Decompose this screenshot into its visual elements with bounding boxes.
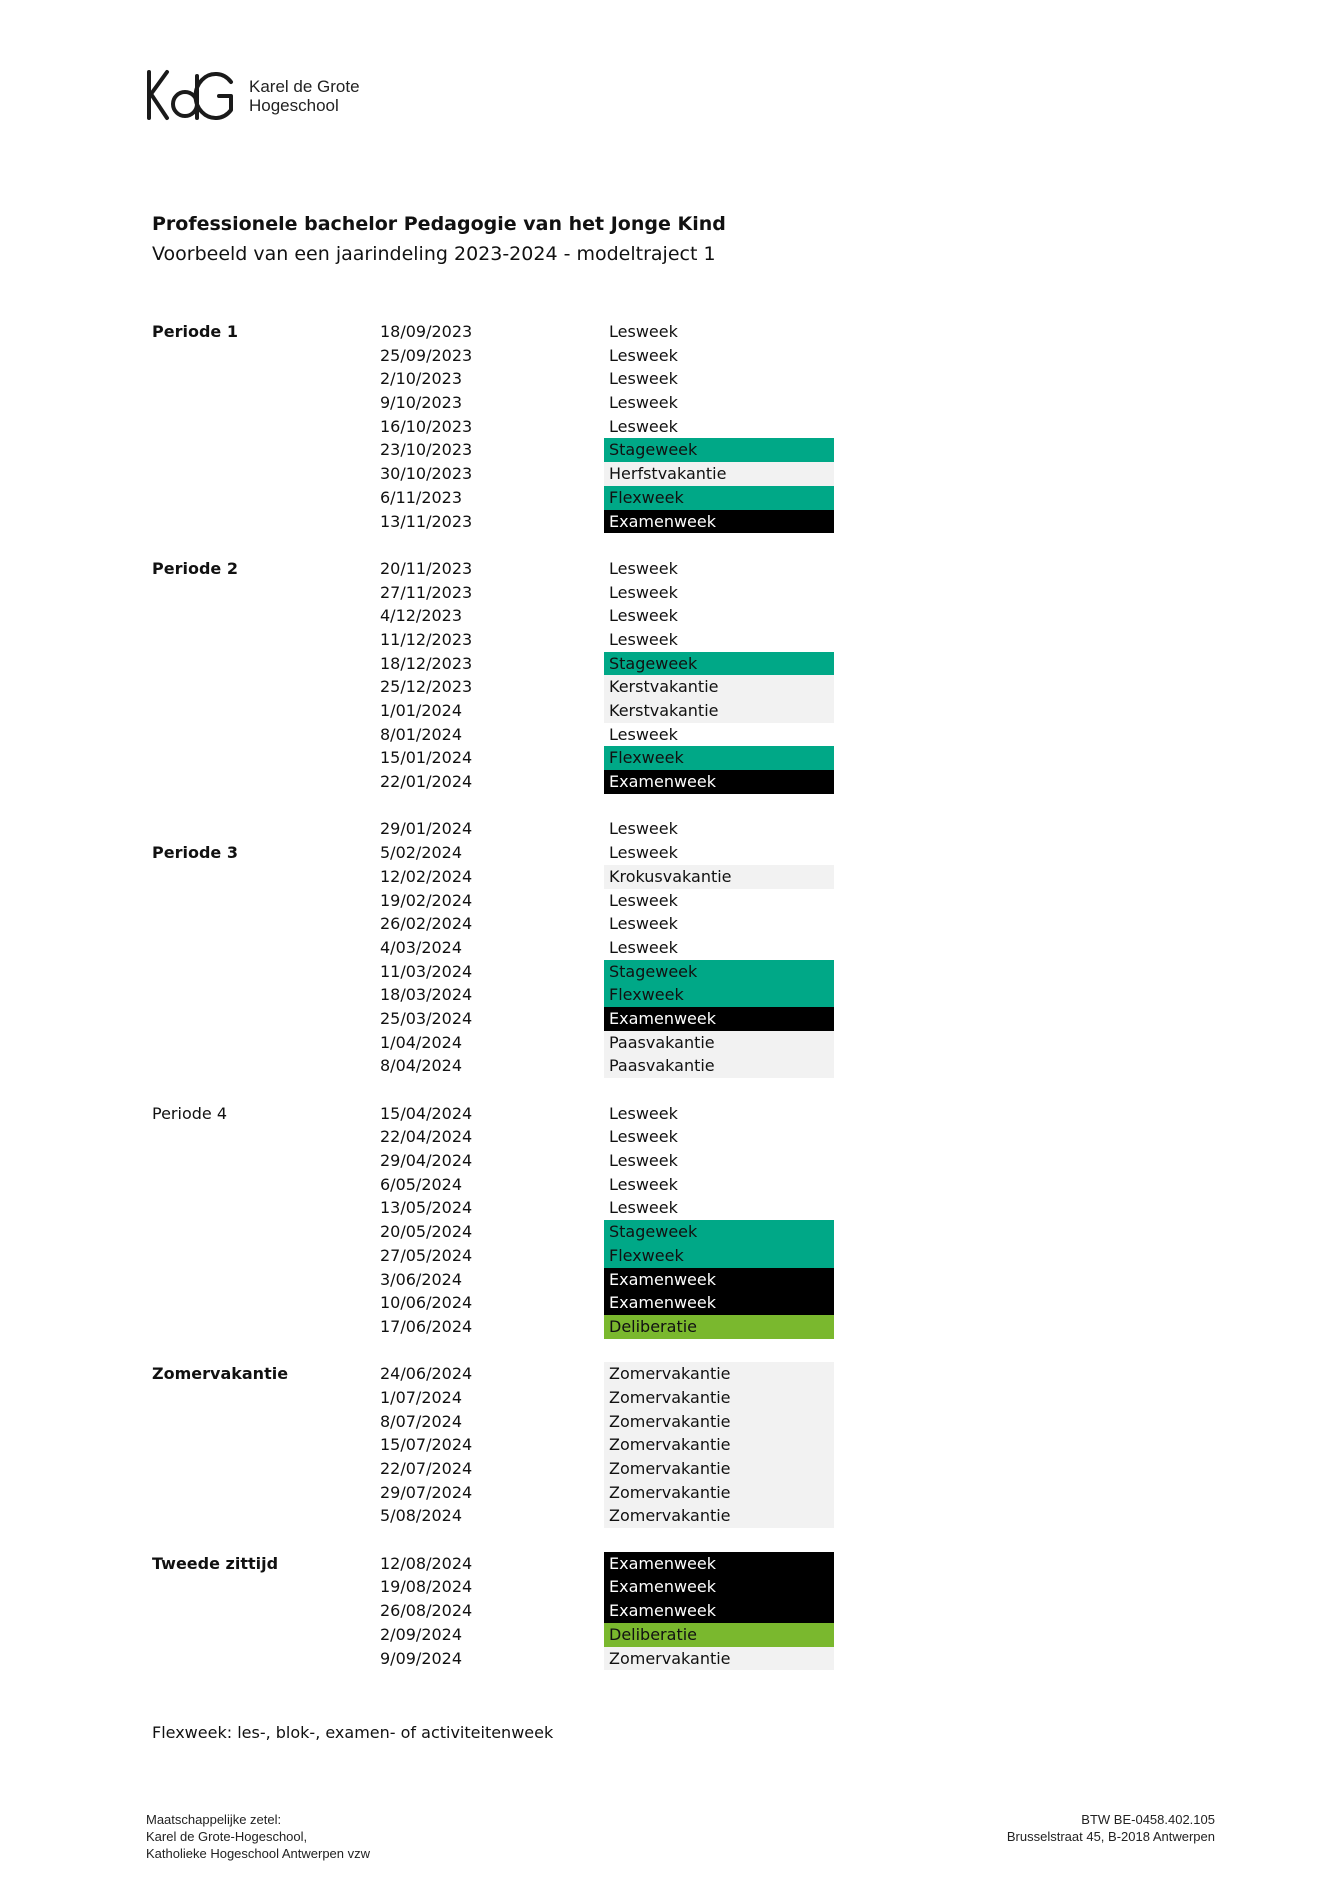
schedule-row <box>0 1481 1340 1505</box>
logo-text-line2: Hogeschool <box>249 96 339 115</box>
period-label: Periode 4 <box>152 1103 227 1123</box>
week-type-cell: Lesweek <box>604 581 834 605</box>
week-type-cell: Herfstvakantie <box>604 462 834 486</box>
footer-left <box>146 1811 370 1862</box>
period-label: Zomervakantie <box>152 1364 289 1384</box>
week-date: 11/12/2023 <box>380 629 473 649</box>
schedule-row <box>0 1054 1340 1078</box>
week-type-cell: Lesweek <box>604 604 834 628</box>
schedule-row <box>0 344 1340 368</box>
schedule-row <box>0 1173 1340 1197</box>
schedule-row <box>0 841 1340 865</box>
week-type-cell: Paasvakantie <box>604 1031 834 1055</box>
week-date: 25/09/2023 <box>380 345 473 365</box>
week-date: 26/02/2024 <box>380 914 473 934</box>
week-date: 16/10/2023 <box>380 416 473 436</box>
schedule-row <box>0 438 1340 462</box>
week-date: 8/07/2024 <box>380 1411 463 1431</box>
schedule-table <box>0 320 1340 1670</box>
week-date: 20/05/2024 <box>380 1222 473 1242</box>
week-date: 10/06/2024 <box>380 1293 473 1313</box>
week-date: 18/09/2023 <box>380 322 473 341</box>
week-date: 9/09/2024 <box>380 1648 463 1668</box>
week-date: 25/03/2024 <box>380 1008 473 1028</box>
week-type-cell: Examenweek <box>604 1291 834 1315</box>
schedule-row <box>0 1244 1340 1268</box>
week-type-cell: Lesweek <box>604 1149 834 1173</box>
schedule-row <box>0 1362 1340 1386</box>
schedule-row <box>0 652 1340 676</box>
week-type-cell: Stageweek <box>604 1220 834 1244</box>
week-type-cell: Deliberatie <box>604 1623 834 1647</box>
week-type-cell: Deliberatie <box>604 1315 834 1339</box>
week-type-cell: Lesweek <box>604 889 834 913</box>
week-type-cell: Zomervakantie <box>604 1386 834 1410</box>
week-type-cell: Kerstvakantie <box>604 675 834 699</box>
week-type-cell: Flexweek <box>604 486 834 510</box>
period-label: Tweede zittijd <box>152 1553 279 1573</box>
spacer-row <box>0 533 1340 557</box>
week-type-cell: Lesweek <box>604 1196 834 1220</box>
week-date: 22/01/2024 <box>380 772 473 792</box>
week-type-cell: Lesweek <box>604 1173 834 1197</box>
schedule-row <box>0 1007 1340 1031</box>
schedule-row <box>0 1647 1340 1671</box>
week-date: 15/01/2024 <box>380 748 473 768</box>
week-type-cell: Examenweek <box>604 510 834 534</box>
spacer-row <box>0 1078 1340 1102</box>
footer-left-line: Maatschappelijke zetel: <box>146 1812 282 1827</box>
period-label: Periode 2 <box>152 558 238 578</box>
week-date: 8/01/2024 <box>380 724 463 744</box>
footer-left-line: Karel de Grote-Hogeschool, <box>146 1829 308 1844</box>
schedule-row <box>0 367 1340 391</box>
week-date: 4/12/2023 <box>380 606 463 626</box>
spacer-row <box>0 1339 1340 1363</box>
schedule-row <box>0 462 1340 486</box>
page-title: Professionele bachelor Pedagogie van het Jonge Kind <box>152 213 726 235</box>
logo-text <box>249 77 360 115</box>
week-date: 18/12/2023 <box>380 653 473 673</box>
week-date: 15/04/2024 <box>380 1103 473 1123</box>
kdg-logo <box>145 66 360 126</box>
week-type-cell: Zomervakantie <box>604 1362 834 1386</box>
schedule-row <box>0 486 1340 510</box>
week-date: 2/10/2023 <box>380 369 463 389</box>
schedule-row <box>0 1504 1340 1528</box>
schedule-row <box>0 889 1340 913</box>
schedule-row <box>0 1149 1340 1173</box>
week-type-cell: Lesweek <box>604 817 834 841</box>
footer-right-line: BTW BE-0458.402.105 <box>1081 1812 1215 1827</box>
schedule-row <box>0 1315 1340 1339</box>
week-date: 24/06/2024 <box>380 1364 473 1384</box>
schedule-row <box>0 557 1340 581</box>
schedule-row <box>0 604 1340 628</box>
week-type-cell: Zomervakantie <box>604 1504 834 1528</box>
footer-right-line: Brusselstraat 45, B-2018 Antwerpen <box>1006 1829 1215 1844</box>
schedule-row <box>0 912 1340 936</box>
week-type-cell: Lesweek <box>604 1125 834 1149</box>
schedule-row <box>0 1220 1340 1244</box>
period-label: Periode 1 <box>152 322 238 341</box>
schedule-row <box>0 960 1340 984</box>
week-date: 29/07/2024 <box>380 1482 473 1502</box>
week-type-cell: Lesweek <box>604 936 834 960</box>
week-date: 4/03/2024 <box>380 937 463 957</box>
footer-right <box>1007 1811 1215 1845</box>
week-date: 6/11/2023 <box>380 487 463 507</box>
week-date: 1/01/2024 <box>380 701 463 720</box>
week-date: 1/04/2024 <box>380 1032 463 1052</box>
week-type-cell: Paasvakantie <box>604 1054 834 1078</box>
schedule-row <box>0 1457 1340 1481</box>
week-type-cell: Lesweek <box>604 415 834 439</box>
week-date: 11/03/2024 <box>380 961 473 981</box>
week-date: 5/02/2024 <box>380 843 463 863</box>
week-type-cell: Flexweek <box>604 746 834 770</box>
week-date: 13/11/2023 <box>380 511 473 531</box>
week-type-cell: Zomervakantie <box>604 1481 834 1505</box>
schedule-row <box>0 581 1340 605</box>
week-type-cell: Krokusvakantie <box>604 865 834 889</box>
week-date: 20/11/2023 <box>380 558 473 578</box>
schedule-row <box>0 865 1340 889</box>
schedule-row <box>0 817 1340 841</box>
week-type-cell: Lesweek <box>604 320 834 344</box>
schedule-row <box>0 1433 1340 1457</box>
week-type-cell: Lesweek <box>604 841 834 865</box>
schedule-row <box>0 510 1340 534</box>
week-date: 29/01/2024 <box>380 819 473 839</box>
week-type-cell: Flexweek <box>604 983 834 1007</box>
footer-left-line: Katholieke Hogeschool Antwerpen vzw <box>146 1846 371 1861</box>
schedule-row <box>0 699 1340 723</box>
week-date: 18/03/2024 <box>380 985 473 1005</box>
schedule-row <box>0 628 1340 652</box>
week-type-cell: Zomervakantie <box>604 1457 834 1481</box>
week-type-cell: Lesweek <box>604 344 834 368</box>
week-type-cell: Examenweek <box>604 770 834 794</box>
schedule-row <box>0 1386 1340 1410</box>
week-date: 19/02/2024 <box>380 890 473 910</box>
schedule-row <box>0 1552 1340 1576</box>
week-date: 8/04/2024 <box>380 1056 463 1076</box>
week-date: 9/10/2023 <box>380 393 463 413</box>
schedule-row <box>0 1623 1340 1647</box>
schedule-row <box>0 1031 1340 1055</box>
week-date: 13/05/2024 <box>380 1198 473 1218</box>
schedule-row <box>0 1410 1340 1434</box>
week-date: 17/06/2024 <box>380 1316 473 1336</box>
week-type-cell: Lesweek <box>604 723 834 747</box>
week-date: 15/07/2024 <box>380 1435 473 1455</box>
week-type-cell: Lesweek <box>604 367 834 391</box>
week-date: 27/05/2024 <box>380 1245 473 1265</box>
week-type-cell: Examenweek <box>604 1599 834 1623</box>
week-type-cell: Lesweek <box>604 1102 834 1126</box>
week-date: 2/09/2024 <box>380 1624 463 1644</box>
logo-text-line1: Karel de Grote <box>249 77 360 96</box>
week-date: 25/12/2023 <box>380 677 473 697</box>
week-type-cell: Stageweek <box>604 438 834 462</box>
week-date: 22/04/2024 <box>380 1127 473 1147</box>
week-type-cell: Lesweek <box>604 912 834 936</box>
week-type-cell: Examenweek <box>604 1268 834 1292</box>
schedule-row <box>0 983 1340 1007</box>
week-date: 30/10/2023 <box>380 464 473 484</box>
schedule-row <box>0 1125 1340 1149</box>
schedule-row <box>0 320 1340 344</box>
week-date: 3/06/2024 <box>380 1269 463 1289</box>
week-type-cell: Lesweek <box>604 391 834 415</box>
week-type-cell: Examenweek <box>604 1575 834 1599</box>
kdg-logo-mark <box>145 68 235 124</box>
week-type-cell: Stageweek <box>604 652 834 676</box>
week-type-cell: Zomervakantie <box>604 1647 834 1671</box>
week-date: 6/05/2024 <box>380 1174 463 1194</box>
schedule-row <box>0 770 1340 794</box>
week-date: 23/10/2023 <box>380 440 473 460</box>
schedule-row <box>0 1102 1340 1126</box>
week-date: 29/04/2024 <box>380 1151 473 1171</box>
spacer-row <box>0 1528 1340 1552</box>
week-type-cell: Kerstvakantie <box>604 699 834 723</box>
schedule-row <box>0 1268 1340 1292</box>
week-type-cell: Examenweek <box>604 1552 834 1576</box>
week-date: 26/08/2024 <box>380 1601 473 1621</box>
schedule-row <box>0 415 1340 439</box>
week-type-cell: Stageweek <box>604 960 834 984</box>
week-date: 19/08/2024 <box>380 1577 473 1597</box>
week-type-cell: Zomervakantie <box>604 1433 834 1457</box>
spacer-row <box>0 794 1340 818</box>
week-date: 12/02/2024 <box>380 866 473 886</box>
schedule-row <box>0 1599 1340 1623</box>
week-type-cell: Zomervakantie <box>604 1410 834 1434</box>
schedule-row <box>0 1291 1340 1315</box>
schedule-row <box>0 746 1340 770</box>
week-date: 1/07/2024 <box>380 1387 463 1407</box>
flexweek-note: Flexweek: les-, blok-, examen- of activiteitenweek <box>152 1723 554 1742</box>
week-date: 12/08/2024 <box>380 1553 473 1573</box>
schedule-row <box>0 391 1340 415</box>
week-date: 5/08/2024 <box>380 1506 463 1526</box>
schedule-row <box>0 723 1340 747</box>
week-date: 22/07/2024 <box>380 1459 473 1478</box>
page-subtitle: Voorbeeld van een jaarindeling 2023-2024 - modeltraject 1 <box>152 243 716 265</box>
week-type-cell: Lesweek <box>604 628 834 652</box>
schedule-row <box>0 1196 1340 1220</box>
week-type-cell: Examenweek <box>604 1007 834 1031</box>
schedule-row <box>0 675 1340 699</box>
schedule-row <box>0 1575 1340 1599</box>
week-type-cell: Lesweek <box>604 557 834 581</box>
schedule-row <box>0 936 1340 960</box>
week-date: 27/11/2023 <box>380 582 473 602</box>
week-type-cell: Flexweek <box>604 1244 834 1268</box>
period-label: Periode 3 <box>152 843 238 863</box>
